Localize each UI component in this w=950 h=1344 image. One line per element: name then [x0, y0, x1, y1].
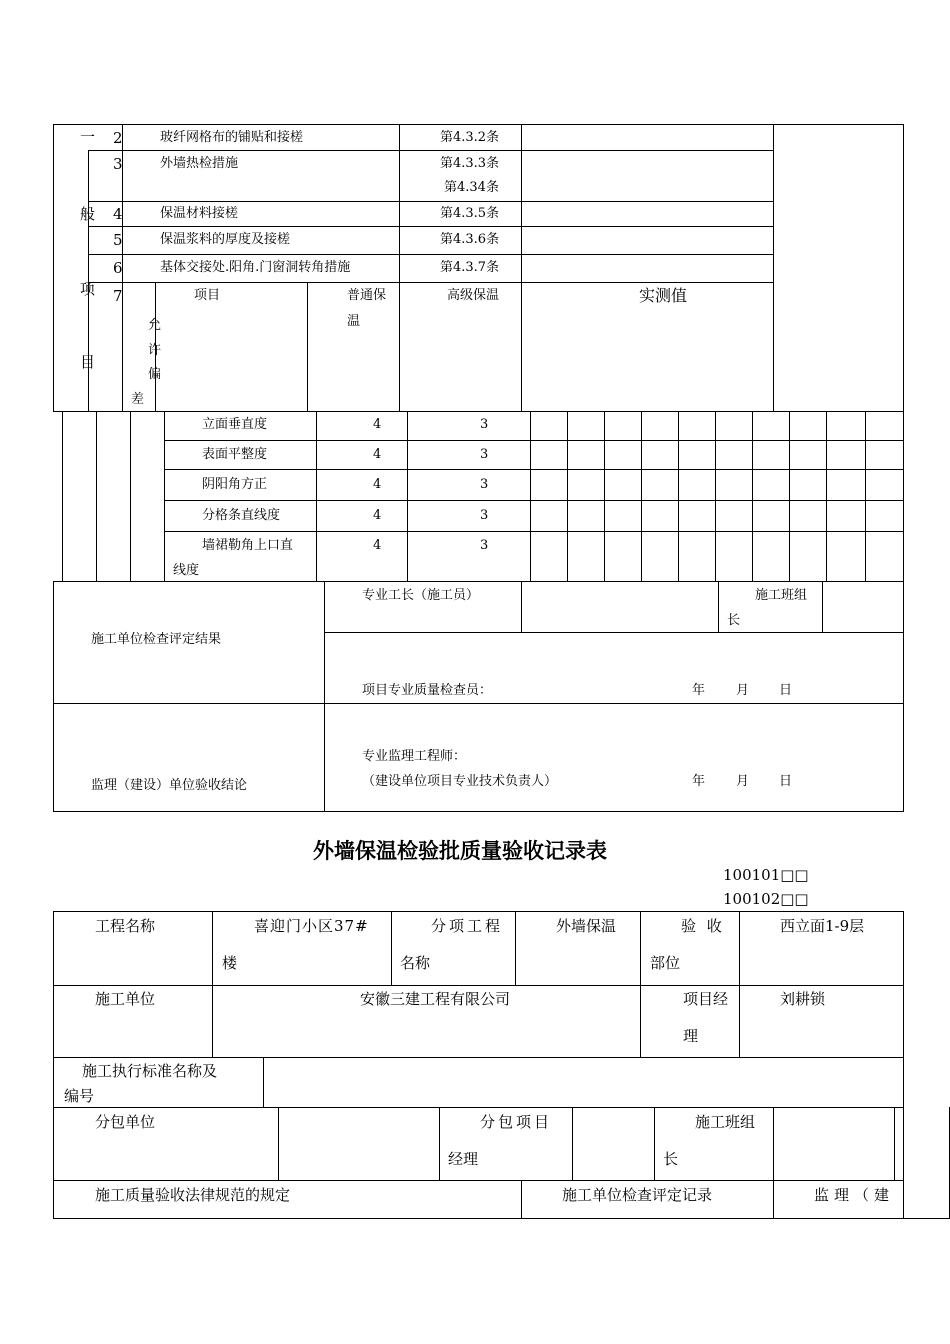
- table-line: [88, 150, 774, 151]
- table-line: [164, 500, 904, 501]
- row-number: 4: [113, 205, 123, 223]
- tolerance-high: 3: [480, 417, 489, 432]
- table-line: [263, 1057, 264, 1108]
- tolerance-normal: 4: [373, 508, 382, 523]
- table-line: [278, 1107, 279, 1181]
- tolerance-label-char: 偏: [148, 367, 162, 382]
- subitem-value: 外墙保温: [556, 917, 617, 935]
- tolerance-high: 3: [480, 508, 489, 523]
- row-item: 基体交接处.阳角.门窗洞转角措施: [160, 260, 351, 275]
- table-line: [407, 411, 408, 581]
- row-item: 保温材料接槎: [160, 206, 239, 221]
- table-line: [88, 254, 774, 255]
- table-line: [53, 581, 54, 812]
- standard-label: 施工执行标准名称及: [82, 1062, 218, 1080]
- builder-label: 施工单位: [95, 990, 156, 1008]
- table-line: [53, 1057, 904, 1058]
- table-line: [53, 1107, 904, 1108]
- subitem-label: 分项工程: [431, 917, 504, 935]
- table-line: [640, 911, 641, 1058]
- table-line: [572, 1107, 573, 1181]
- group-label-char: 项: [80, 280, 96, 298]
- date-day: 日: [779, 774, 793, 789]
- col-header-normal: 温: [347, 314, 361, 329]
- standard-label: 编号: [64, 1087, 95, 1105]
- subcontractor-label: 分包单位: [95, 1113, 156, 1131]
- group-label-char: 目: [80, 353, 96, 371]
- table-line: [53, 1218, 950, 1219]
- table-line: [164, 440, 904, 441]
- tolerance-label-char: 许: [148, 343, 162, 358]
- tolerance-item: 分格条直线度: [202, 508, 281, 523]
- table-line: [212, 911, 213, 1058]
- table-line: [62, 411, 63, 581]
- col-header-measured: 实测值: [639, 286, 688, 305]
- date-year: 年: [692, 774, 706, 789]
- table-line: [903, 124, 904, 812]
- row-item: 保温浆料的厚度及接槎: [160, 232, 291, 247]
- tolerance-high: 3: [480, 477, 489, 492]
- team-label: 施工班组: [695, 1113, 756, 1131]
- row-number: 7: [113, 287, 123, 305]
- table-line: [894, 1107, 895, 1181]
- table-line: [654, 1107, 655, 1181]
- table-line: [678, 411, 679, 581]
- date-month: 月: [736, 683, 750, 698]
- row-clause: 第4.3.3条: [440, 156, 500, 171]
- tolerance-normal: 4: [373, 417, 382, 432]
- inspector-label: 项目专业质量检查员：: [362, 683, 493, 698]
- table-line: [822, 581, 823, 633]
- table-line: [53, 911, 904, 912]
- table-line: [96, 411, 97, 581]
- row-number: 6: [113, 259, 123, 277]
- date-year: 年: [692, 683, 706, 698]
- table-line: [718, 581, 719, 633]
- table-line: [715, 411, 716, 581]
- tolerance-item: 阴阳角方正: [202, 477, 268, 492]
- table-line: [316, 411, 317, 581]
- construction-check-label: 施工单位检查评定结果: [91, 632, 222, 647]
- form-title: 外墙保温检验批质量验收记录表: [313, 838, 607, 863]
- accept-part-label: 部位: [650, 954, 681, 972]
- table-line: [773, 1107, 774, 1181]
- table-line: [164, 411, 165, 581]
- table-line: [903, 911, 904, 1219]
- supervisor-label: 监理（建: [814, 1186, 895, 1204]
- row-clause: 第4.3.6条: [440, 232, 500, 247]
- sub-pm-label: 分包项目: [480, 1113, 553, 1131]
- builder-value: 安徽三建工程有限公司: [360, 990, 511, 1008]
- table-line: [53, 411, 904, 412]
- sub-pm-label: 经理: [448, 1150, 479, 1168]
- row-clause: 第4.3.7条: [440, 260, 500, 275]
- supervision-label: 监理（建设）单位验收结论: [91, 778, 248, 793]
- table-line: [739, 911, 740, 1058]
- col-header-item: 项目: [194, 288, 221, 303]
- tolerance-item: 墙裙勒角上口直: [202, 538, 294, 553]
- pm-label: 理: [683, 1027, 699, 1045]
- table-line: [130, 411, 131, 581]
- table-line: [567, 411, 568, 581]
- foreman-label: 专业工长（施工员）: [362, 588, 480, 603]
- table-line: [88, 201, 774, 202]
- table-line: [530, 411, 531, 581]
- team-label: 长: [663, 1150, 679, 1168]
- table-line: [324, 581, 325, 812]
- table-line: [391, 911, 392, 986]
- row-item: 玻纤网格布的铺贴和接槎: [160, 130, 304, 145]
- table-line: [324, 632, 904, 633]
- tolerance-normal: 4: [373, 538, 382, 553]
- project-name-label: 工程名称: [95, 917, 156, 935]
- col-header-high: 高级保温: [447, 288, 500, 303]
- table-line: [641, 411, 642, 581]
- table-line: [515, 911, 516, 986]
- accept-part-label: 验 收: [681, 917, 725, 935]
- table-line: [164, 531, 904, 532]
- group-label-char: 般: [80, 205, 96, 223]
- table-line: [826, 411, 827, 581]
- table-line: [53, 124, 904, 125]
- row-number: 5: [113, 231, 123, 249]
- supervisor-engineer-label: 专业监理工程师：: [362, 749, 467, 764]
- table-line: [439, 1107, 440, 1181]
- table-line: [752, 411, 753, 581]
- tolerance-normal: 4: [373, 447, 382, 462]
- team-leader-label: 施工班组: [755, 588, 808, 603]
- subitem-label: 名称: [400, 954, 431, 972]
- table-line: [53, 703, 904, 704]
- table-line: [88, 226, 774, 227]
- col-header-normal: 普通保: [347, 288, 387, 303]
- table-line: [164, 469, 904, 470]
- form-code: 100101□□: [723, 866, 809, 884]
- row-clause: 第4.34条: [444, 180, 499, 195]
- date-month: 月: [736, 774, 750, 789]
- table-line: [773, 124, 774, 411]
- tolerance-label-char: 差: [131, 392, 145, 407]
- tolerance-item: 立面垂直度: [202, 417, 268, 432]
- row-clause: 第4.3.5条: [440, 206, 500, 221]
- form-code: 100102□□: [723, 890, 809, 908]
- project-name-value: 楼: [222, 954, 238, 972]
- project-name-value: 喜迎门小区37#: [254, 917, 369, 935]
- table-line: [865, 411, 866, 581]
- table-line: [53, 581, 904, 582]
- tolerance-high: 3: [480, 447, 489, 462]
- table-line: [53, 911, 54, 1219]
- tolerance-label-char: 允: [148, 318, 162, 333]
- table-line: [88, 282, 774, 283]
- date-day: 日: [779, 683, 793, 698]
- row-item: 外墙热检措施: [160, 156, 239, 171]
- table-line: [604, 411, 605, 581]
- quality-spec-label: 施工质量验收法律规范的规定: [95, 1186, 291, 1204]
- check-record-label: 施工单位检查评定记录: [562, 1186, 713, 1204]
- row-clause: 第4.3.2条: [440, 130, 500, 145]
- table-line: [53, 985, 904, 986]
- table-line: [53, 1180, 904, 1181]
- table-line: [521, 124, 522, 411]
- tolerance-normal: 4: [373, 477, 382, 492]
- tolerance-item: 线度: [173, 563, 200, 578]
- table-line: [53, 811, 904, 812]
- owner-rep-label: （建设单位项目专业技术负责人）: [362, 774, 558, 789]
- table-line: [773, 1180, 774, 1219]
- table-line: [521, 1180, 522, 1219]
- pm-value: 刘耕锁: [780, 990, 826, 1008]
- accept-part-value: 西立面1-9层: [780, 917, 865, 935]
- group-label-char: 一: [80, 128, 96, 146]
- table-line: [789, 411, 790, 581]
- table-line: [307, 283, 308, 411]
- row-number: 3: [113, 155, 123, 173]
- table-line: [521, 581, 522, 633]
- pm-label: 项目经: [683, 990, 729, 1008]
- row-number: 2: [113, 129, 123, 147]
- team-leader-label: 长: [727, 613, 741, 628]
- tolerance-item: 表面平整度: [202, 447, 268, 462]
- tolerance-high: 3: [480, 538, 489, 553]
- table-line: [399, 124, 400, 411]
- table-line: [53, 124, 54, 411]
